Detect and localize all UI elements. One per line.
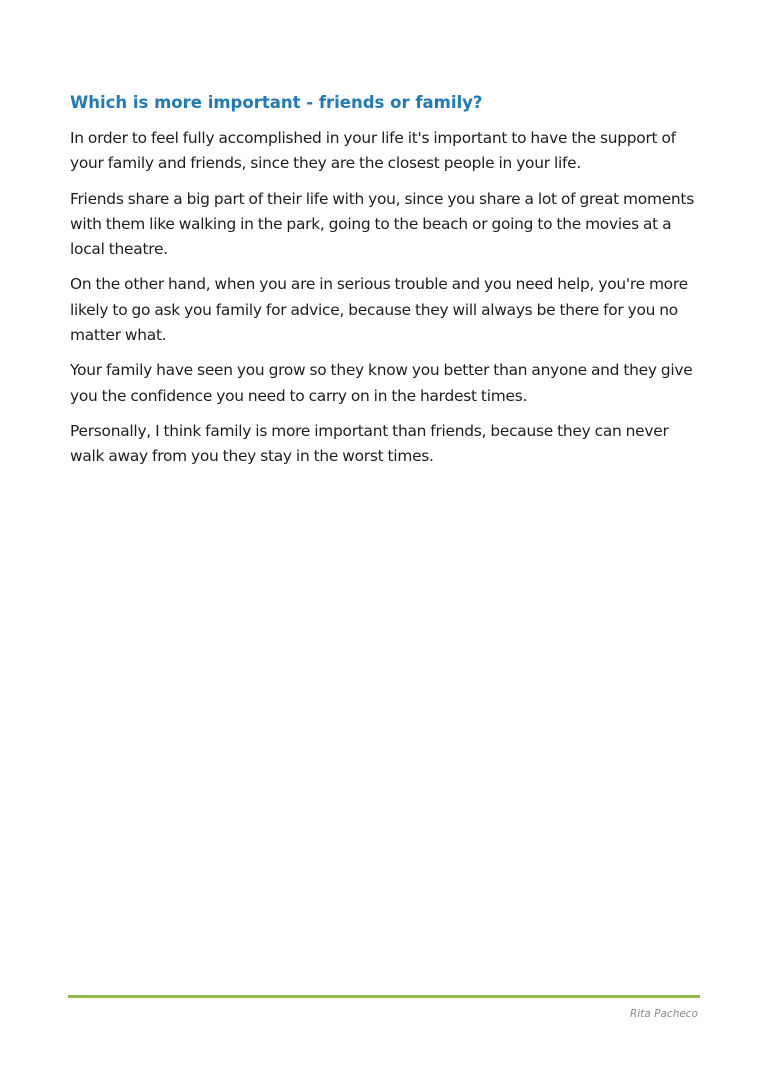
footer-rule (68, 995, 700, 998)
paragraph-2: Friends share a big part of their life with you, since you share a lot of great moments with them like walking in the park, going to the beach or going to the movies at a local theatre. (70, 189, 694, 259)
document-title: Which is more important - friends or family? (70, 93, 483, 112)
paragraph-5: Personally, I think family is more important than friends, because they can never walk away from you they stay in the worst times. (70, 421, 669, 466)
paragraph-1: In order to feel fully accomplished in your life it's important to have the support of your family and friends, since they are the closest people in your life. (70, 129, 676, 173)
document-body (70, 92, 700, 480)
footer-author: Rita Pacheco (630, 1008, 698, 1020)
paragraph-3: On the other hand, when you are in serious trouble and you need help, you're more likely to go ask you family for advice, because they will always be there for you no matter what. (70, 275, 688, 345)
paragraph-4: Your family have seen you grow so they know you better than anyone and they give you the confidence you need to carry on in the hardest times. (70, 361, 693, 405)
